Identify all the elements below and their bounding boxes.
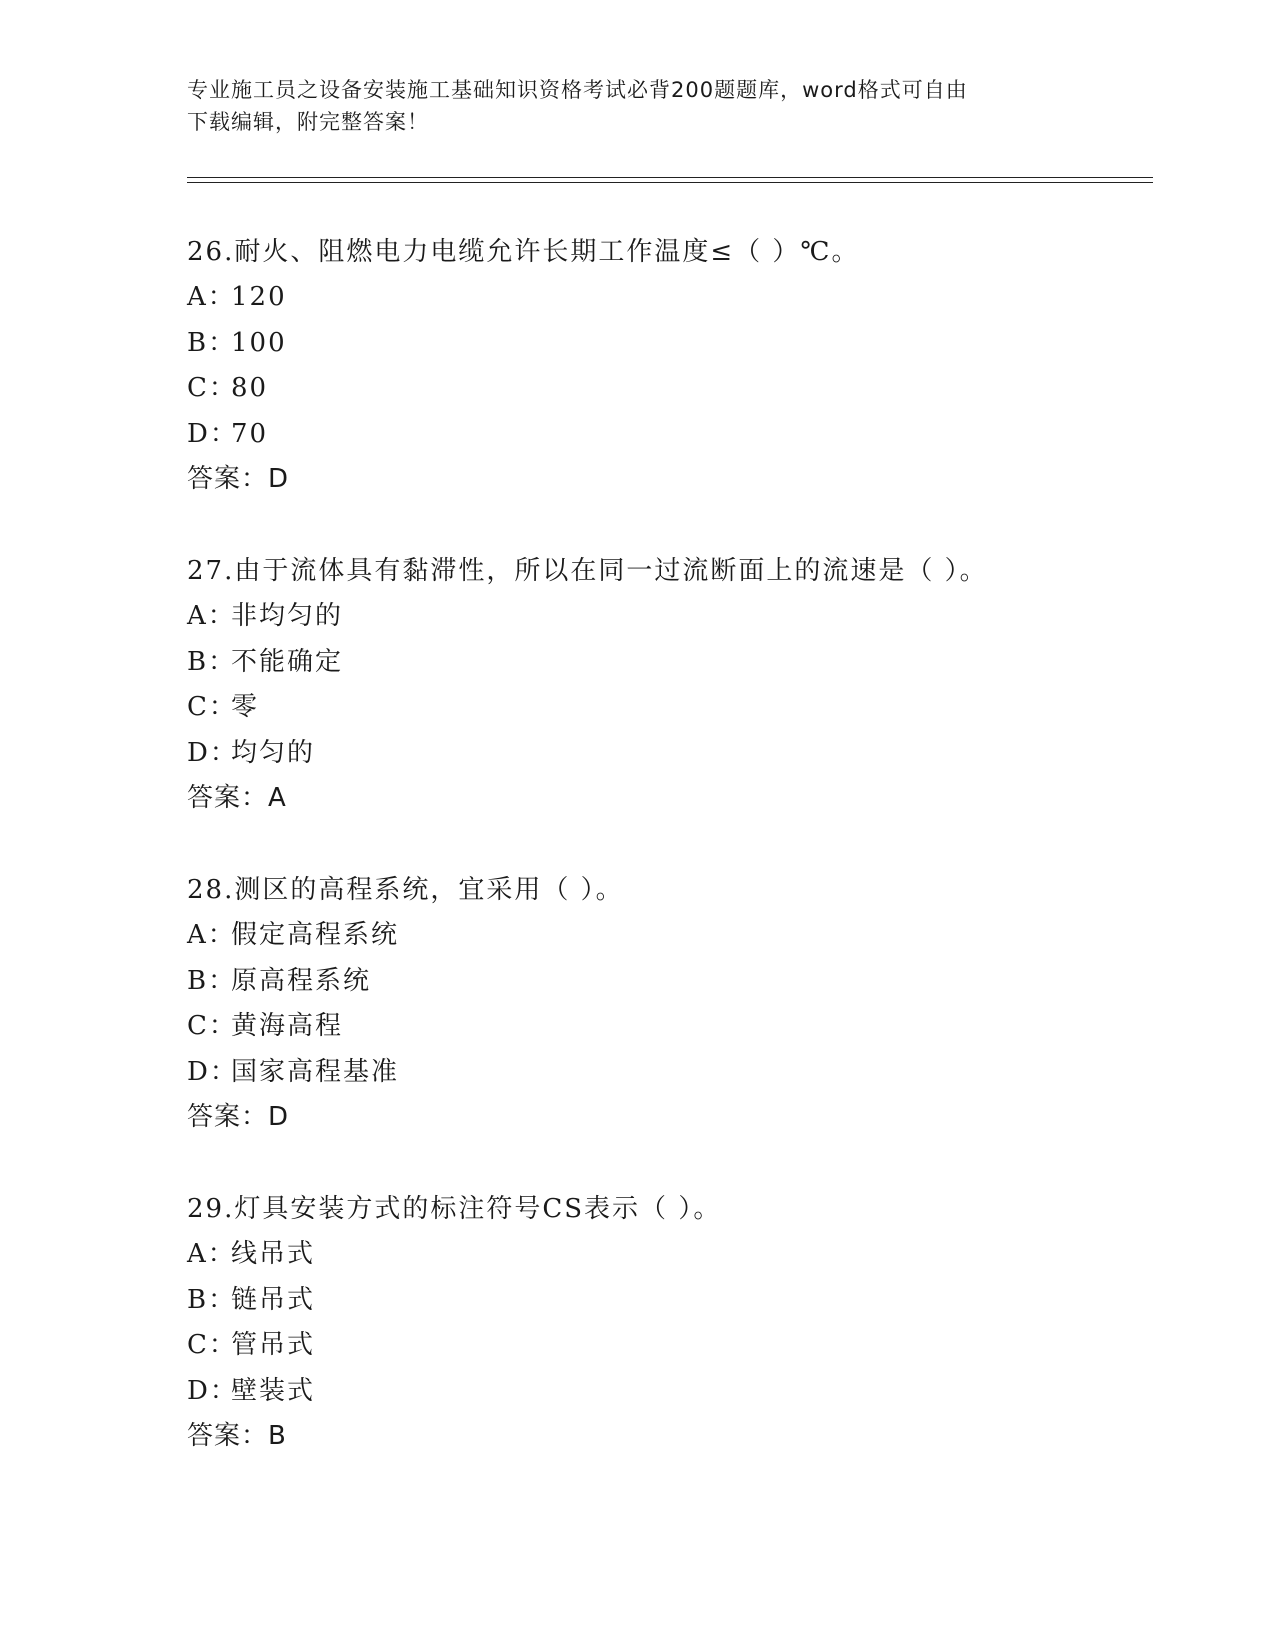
- option-value: 原高程系统: [231, 965, 372, 996]
- option-key: C：: [187, 1330, 237, 1360]
- header-divider-bottom: [187, 182, 1153, 183]
- question-text: 29.灯具安装方式的标注符号CS表示（ ）。: [187, 1194, 722, 1224]
- question-list: [187, 230, 1153, 1506]
- document-header: [187, 74, 1067, 138]
- option-key: D：: [187, 1056, 238, 1087]
- option-key: B：: [187, 646, 237, 677]
- question-text: 28.测区的高程系统，宜采用（ ）。: [187, 875, 624, 905]
- question-29: [187, 1187, 1153, 1506]
- option-key: B：: [187, 1284, 237, 1315]
- option-c: [187, 366, 1153, 412]
- option-a: [187, 594, 1153, 640]
- option-b: [187, 321, 1153, 367]
- option-value: 均匀的: [231, 737, 316, 768]
- header-line-2: 下载编辑，附完整答案！: [187, 110, 429, 134]
- option-value: 国家高程基准: [231, 1056, 400, 1087]
- option-c: [187, 685, 1153, 731]
- option-key: A：: [187, 1239, 236, 1269]
- option-c: [187, 1323, 1153, 1369]
- option-a: [187, 1232, 1153, 1278]
- option-d: [187, 412, 1153, 458]
- answer-line: 答案：B: [187, 1421, 287, 1451]
- option-value: 80: [231, 373, 269, 403]
- option-d: [187, 1369, 1153, 1415]
- option-a: [187, 275, 1153, 321]
- option-value: 管吊式: [231, 1330, 316, 1360]
- option-value: 链吊式: [231, 1284, 316, 1315]
- option-b: [187, 640, 1153, 686]
- option-value: 线吊式: [231, 1239, 316, 1269]
- option-value: 零: [231, 692, 260, 722]
- option-key: C：: [187, 373, 237, 403]
- option-key: A：: [187, 282, 236, 312]
- option-value: 不能确定: [231, 646, 344, 677]
- option-b: [187, 959, 1153, 1005]
- option-key: D：: [187, 1375, 238, 1406]
- question-text: 27.由于流体具有黏滞性，所以在同一过流断面上的流速是（ ）。: [187, 556, 988, 586]
- question-text: 26.耐火、阻燃电力电缆允许长期工作温度≤（ ）℃。: [187, 237, 860, 267]
- option-key: B：: [187, 965, 237, 996]
- option-d: [187, 731, 1153, 777]
- option-value: 100: [231, 327, 287, 358]
- option-a: [187, 913, 1153, 959]
- question-27: [187, 549, 1153, 868]
- answer-line: 答案：D: [187, 1102, 290, 1132]
- option-value: 70: [231, 418, 269, 449]
- option-key: C：: [187, 692, 237, 722]
- option-key: A：: [187, 601, 236, 631]
- option-value: 壁装式: [231, 1375, 316, 1406]
- question-28: [187, 868, 1153, 1187]
- option-value: 120: [231, 282, 287, 312]
- header-divider-top: [187, 177, 1153, 178]
- question-26: [187, 230, 1153, 549]
- answer-line: 答案：A: [187, 783, 287, 813]
- option-b: [187, 1278, 1153, 1324]
- option-key: A：: [187, 920, 236, 950]
- option-key: B：: [187, 327, 237, 358]
- option-value: 非均匀的: [231, 601, 344, 631]
- option-key: D：: [187, 737, 238, 768]
- option-key: D：: [187, 418, 238, 449]
- answer-line: 答案：D: [187, 464, 290, 494]
- option-c: [187, 1004, 1153, 1050]
- option-value: 黄海高程: [231, 1011, 344, 1041]
- header-line-1: 专业施工员之设备安装施工基础知识资格考试必背200题题库，word格式可自由: [187, 78, 968, 102]
- option-key: C：: [187, 1011, 237, 1041]
- option-d: [187, 1050, 1153, 1096]
- option-value: 假定高程系统: [231, 920, 400, 950]
